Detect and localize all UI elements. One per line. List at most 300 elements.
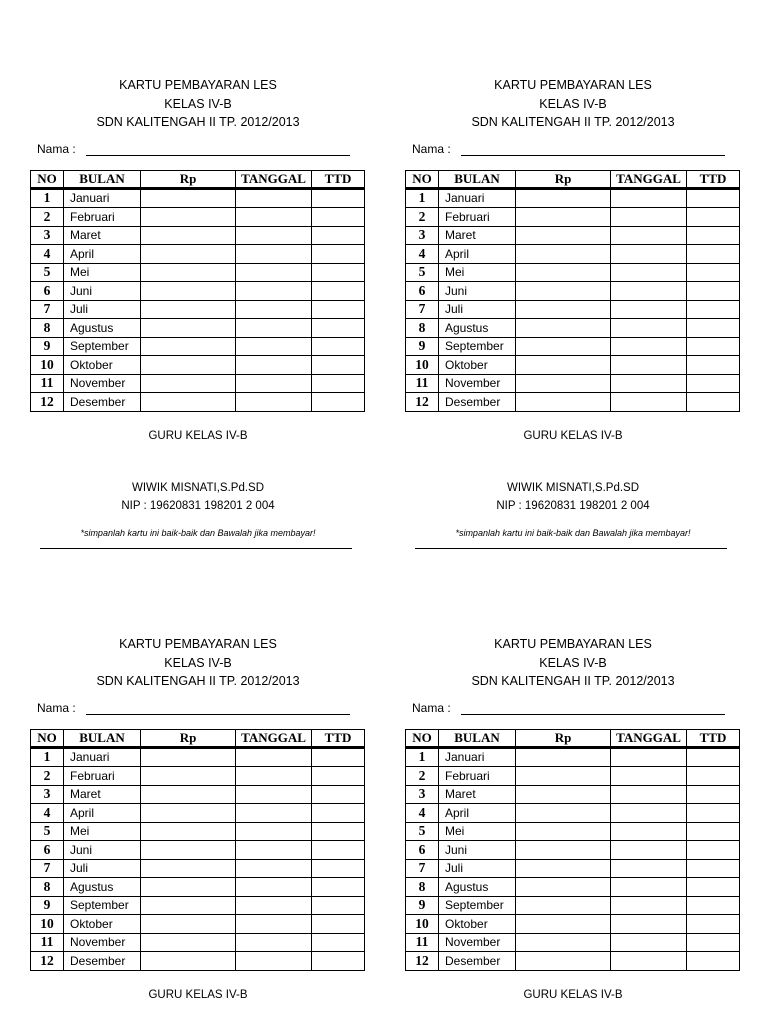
row-month: Mei — [439, 263, 516, 282]
row-date-cell — [236, 859, 312, 878]
row-signature-cell — [312, 245, 365, 264]
table-row — [31, 337, 365, 356]
table-row — [406, 188, 740, 208]
row-month: Juni — [439, 841, 516, 860]
row-signature-cell — [312, 841, 365, 860]
row-month: Juli — [64, 859, 141, 878]
table-row — [406, 263, 740, 282]
header-rp: Rp — [516, 170, 611, 188]
row-date-cell — [236, 393, 312, 412]
row-date-cell — [611, 226, 687, 245]
row-month: September — [64, 337, 141, 356]
row-number: 2 — [406, 208, 439, 227]
teacher-name: WIWIK MISNATI,S.Pd.SD — [506, 481, 640, 494]
card-note: *simpanlah kartu ini baik-baik dan Bawalah jika membayar! — [455, 527, 691, 538]
row-number: 1 — [406, 188, 439, 208]
table-row — [406, 337, 740, 356]
row-month: Desember — [64, 393, 141, 412]
row-amount-cell — [516, 804, 611, 823]
card-title — [30, 76, 366, 132]
row-date-cell — [611, 896, 687, 915]
row-month: April — [64, 804, 141, 823]
row-signature-cell — [312, 282, 365, 301]
table-row — [406, 356, 740, 375]
row-amount-cell — [516, 747, 611, 767]
row-number: 9 — [31, 337, 64, 356]
row-month: Juni — [64, 282, 141, 301]
row-number: 12 — [406, 393, 439, 412]
signature-block — [405, 479, 741, 515]
row-date-cell — [611, 208, 687, 227]
row-amount-cell — [141, 245, 236, 264]
name-fill-line — [461, 155, 725, 156]
row-number: 9 — [406, 337, 439, 356]
card-title-line-3: SDN KALITENGAH II TP. 2012/2013 — [96, 674, 300, 688]
header-tanggal: TANGGAL — [611, 729, 687, 747]
row-amount-cell — [516, 767, 611, 786]
row-signature-cell — [687, 208, 740, 227]
row-month: September — [64, 896, 141, 915]
row-date-cell — [236, 822, 312, 841]
header-tanggal: TANGGAL — [236, 729, 312, 747]
row-month: Februari — [439, 208, 516, 227]
row-signature-cell — [687, 319, 740, 338]
header-tanggal: TANGGAL — [236, 170, 312, 188]
row-month: Maret — [64, 226, 141, 245]
table-row — [31, 300, 365, 319]
table-row — [406, 804, 740, 823]
payment-card-bottom-left — [30, 635, 366, 1001]
row-date-cell — [236, 282, 312, 301]
table-header-row — [406, 729, 740, 747]
payment-card-top-right — [405, 76, 741, 549]
payment-card-bottom-right — [405, 635, 741, 1001]
table-row — [31, 393, 365, 412]
row-month: Januari — [64, 188, 141, 208]
row-number: 3 — [31, 226, 64, 245]
row-number: 7 — [406, 300, 439, 319]
table-row — [31, 952, 365, 971]
table-row — [31, 319, 365, 338]
row-amount-cell — [516, 337, 611, 356]
row-number: 7 — [406, 859, 439, 878]
row-amount-cell — [516, 226, 611, 245]
row-number: 10 — [31, 356, 64, 375]
header-bulan: BULAN — [439, 170, 516, 188]
row-date-cell — [236, 933, 312, 952]
header-bulan: BULAN — [64, 170, 141, 188]
table-row — [406, 767, 740, 786]
row-number: 1 — [406, 747, 439, 767]
row-month: Februari — [439, 767, 516, 786]
row-signature-cell — [312, 356, 365, 375]
row-month: Juli — [439, 300, 516, 319]
row-month: Juli — [64, 300, 141, 319]
card-title — [405, 635, 741, 691]
row-month: Juni — [64, 841, 141, 860]
row-signature-cell — [687, 804, 740, 823]
row-signature-cell — [312, 785, 365, 804]
row-amount-cell — [141, 226, 236, 245]
table-row — [31, 747, 365, 767]
card-title — [30, 635, 366, 691]
row-month: Januari — [64, 747, 141, 767]
row-number: 9 — [31, 896, 64, 915]
row-signature-cell — [687, 878, 740, 897]
row-date-cell — [236, 785, 312, 804]
table-row — [406, 896, 740, 915]
row-month: Februari — [64, 767, 141, 786]
teacher-role: GURU KELAS IV-B — [523, 988, 623, 1001]
row-number: 2 — [406, 767, 439, 786]
table-row — [406, 319, 740, 338]
teacher-role: GURU KELAS IV-B — [148, 988, 248, 1001]
row-date-cell — [611, 374, 687, 393]
row-month: Mei — [64, 822, 141, 841]
row-signature-cell — [687, 356, 740, 375]
teacher-nip: NIP : 19620831 198201 2 004 — [496, 499, 650, 512]
table-header-row — [31, 170, 365, 188]
row-date-cell — [236, 208, 312, 227]
row-date-cell — [236, 804, 312, 823]
row-number: 12 — [31, 952, 64, 971]
header-no: NO — [31, 729, 64, 747]
card-title-line-3: SDN KALITENGAH II TP. 2012/2013 — [471, 115, 675, 129]
card-title-line-2: KELAS IV-B — [539, 96, 607, 111]
row-date-cell — [611, 933, 687, 952]
header-no: NO — [406, 170, 439, 188]
row-signature-cell — [687, 188, 740, 208]
card-title-line-3: SDN KALITENGAH II TP. 2012/2013 — [471, 674, 675, 688]
row-amount-cell — [141, 208, 236, 227]
row-month: Agustus — [439, 878, 516, 897]
table-row — [406, 952, 740, 971]
name-row — [30, 142, 366, 158]
row-month: September — [439, 337, 516, 356]
row-number: 6 — [31, 282, 64, 301]
row-month: Maret — [439, 226, 516, 245]
row-signature-cell — [312, 822, 365, 841]
table-row — [406, 841, 740, 860]
row-month: Oktober — [439, 915, 516, 934]
row-number: 4 — [31, 245, 64, 264]
row-amount-cell — [141, 915, 236, 934]
row-date-cell — [236, 767, 312, 786]
table-row — [406, 226, 740, 245]
header-rp: Rp — [516, 729, 611, 747]
table-row — [31, 263, 365, 282]
table-row — [31, 188, 365, 208]
row-amount-cell — [141, 319, 236, 338]
row-date-cell — [236, 952, 312, 971]
card-title-line-2: KELAS IV-B — [539, 655, 607, 670]
row-signature-cell — [312, 747, 365, 767]
row-month: April — [439, 804, 516, 823]
row-signature-cell — [687, 767, 740, 786]
row-signature-cell — [687, 226, 740, 245]
row-number: 8 — [406, 878, 439, 897]
row-signature-cell — [312, 226, 365, 245]
table-row — [31, 282, 365, 301]
row-amount-cell — [141, 747, 236, 767]
card-title-line-1: KARTU PEMBAYARAN LES — [494, 637, 652, 651]
row-amount-cell — [141, 785, 236, 804]
table-row — [406, 878, 740, 897]
table-row — [31, 374, 365, 393]
row-amount-cell — [516, 356, 611, 375]
row-date-cell — [611, 337, 687, 356]
row-number: 1 — [31, 188, 64, 208]
table-row — [406, 859, 740, 878]
row-date-cell — [611, 393, 687, 412]
row-signature-cell — [312, 263, 365, 282]
row-signature-cell — [687, 859, 740, 878]
row-amount-cell — [141, 896, 236, 915]
header-no: NO — [406, 729, 439, 747]
row-signature-cell — [687, 263, 740, 282]
table-row — [406, 300, 740, 319]
row-signature-cell — [687, 915, 740, 934]
row-date-cell — [236, 915, 312, 934]
row-signature-cell — [687, 393, 740, 412]
row-amount-cell — [516, 208, 611, 227]
row-amount-cell — [516, 319, 611, 338]
row-date-cell — [236, 841, 312, 860]
row-signature-cell — [687, 933, 740, 952]
row-date-cell — [611, 188, 687, 208]
row-number: 10 — [406, 356, 439, 375]
table-row — [406, 282, 740, 301]
row-amount-cell — [516, 393, 611, 412]
row-amount-cell — [141, 356, 236, 375]
row-month: November — [439, 374, 516, 393]
row-signature-cell — [687, 337, 740, 356]
row-number: 11 — [31, 374, 64, 393]
row-amount-cell — [516, 300, 611, 319]
row-number: 3 — [406, 226, 439, 245]
row-date-cell — [236, 747, 312, 767]
row-number: 5 — [406, 822, 439, 841]
row-amount-cell — [141, 933, 236, 952]
row-date-cell — [611, 356, 687, 375]
row-number: 4 — [406, 245, 439, 264]
row-month: September — [439, 896, 516, 915]
card-title-line-2: KELAS IV-B — [164, 655, 232, 670]
table-row — [31, 208, 365, 227]
row-number: 2 — [31, 767, 64, 786]
row-number: 3 — [406, 785, 439, 804]
row-number: 6 — [406, 282, 439, 301]
row-amount-cell — [141, 804, 236, 823]
table-row — [31, 896, 365, 915]
row-date-cell — [236, 245, 312, 264]
cut-line — [40, 548, 352, 549]
row-number: 11 — [406, 933, 439, 952]
row-date-cell — [611, 747, 687, 767]
table-row — [31, 878, 365, 897]
row-date-cell — [236, 878, 312, 897]
row-month: Agustus — [439, 319, 516, 338]
header-rp: Rp — [141, 170, 236, 188]
row-signature-cell — [312, 859, 365, 878]
row-signature-cell — [687, 245, 740, 264]
teacher-role: GURU KELAS IV-B — [148, 429, 248, 442]
header-no: NO — [31, 170, 64, 188]
row-signature-cell — [687, 822, 740, 841]
name-label: Nama : — [37, 141, 76, 156]
table-row — [31, 841, 365, 860]
row-amount-cell — [141, 374, 236, 393]
row-signature-cell — [312, 915, 365, 934]
row-amount-cell — [141, 188, 236, 208]
row-signature-cell — [687, 747, 740, 767]
row-amount-cell — [516, 896, 611, 915]
row-number: 6 — [406, 841, 439, 860]
name-label: Nama : — [412, 700, 451, 715]
row-month: Juli — [439, 859, 516, 878]
row-month: Mei — [439, 822, 516, 841]
row-number: 8 — [31, 878, 64, 897]
row-date-cell — [611, 282, 687, 301]
row-amount-cell — [141, 282, 236, 301]
header-ttd: TTD — [687, 729, 740, 747]
row-signature-cell — [312, 393, 365, 412]
row-date-cell — [236, 300, 312, 319]
payment-table — [405, 170, 740, 412]
row-amount-cell — [141, 300, 236, 319]
row-date-cell — [611, 300, 687, 319]
card-title-line-3: SDN KALITENGAH II TP. 2012/2013 — [96, 115, 300, 129]
table-row — [406, 374, 740, 393]
row-number: 11 — [406, 374, 439, 393]
name-row — [30, 701, 366, 717]
row-month: Agustus — [64, 878, 141, 897]
teacher-nip: NIP : 19620831 198201 2 004 — [121, 499, 275, 512]
name-row — [405, 142, 741, 158]
row-month: Januari — [439, 188, 516, 208]
table-row — [31, 785, 365, 804]
row-date-cell — [611, 245, 687, 264]
row-number: 12 — [406, 952, 439, 971]
table-row — [31, 356, 365, 375]
table-row — [31, 933, 365, 952]
row-amount-cell — [141, 952, 236, 971]
row-signature-cell — [687, 300, 740, 319]
row-date-cell — [236, 896, 312, 915]
row-date-cell — [611, 952, 687, 971]
row-number: 5 — [406, 263, 439, 282]
header-bulan: BULAN — [439, 729, 516, 747]
row-signature-cell — [312, 374, 365, 393]
row-number: 9 — [406, 896, 439, 915]
row-month: Desember — [439, 393, 516, 412]
name-fill-line — [461, 714, 725, 715]
row-number: 5 — [31, 822, 64, 841]
row-number: 7 — [31, 300, 64, 319]
row-number: 12 — [31, 393, 64, 412]
row-signature-cell — [312, 208, 365, 227]
row-date-cell — [611, 804, 687, 823]
table-header-row — [31, 729, 365, 747]
row-number: 5 — [31, 263, 64, 282]
table-body — [406, 188, 740, 411]
row-signature-cell — [312, 319, 365, 338]
table-row — [406, 208, 740, 227]
name-label: Nama : — [37, 700, 76, 715]
row-amount-cell — [516, 374, 611, 393]
row-signature-cell — [312, 804, 365, 823]
table-body — [31, 188, 365, 411]
row-amount-cell — [141, 767, 236, 786]
table-row — [406, 915, 740, 934]
row-date-cell — [236, 319, 312, 338]
table-row — [31, 822, 365, 841]
card-title-line-2: KELAS IV-B — [164, 96, 232, 111]
row-signature-cell — [312, 337, 365, 356]
table-row — [406, 933, 740, 952]
row-date-cell — [236, 356, 312, 375]
row-number: 4 — [31, 804, 64, 823]
row-month: April — [439, 245, 516, 264]
row-signature-cell — [312, 933, 365, 952]
table-body — [31, 747, 365, 970]
row-month: Maret — [439, 785, 516, 804]
table-row — [31, 767, 365, 786]
row-date-cell — [236, 374, 312, 393]
row-month: Desember — [439, 952, 516, 971]
header-ttd: TTD — [312, 729, 365, 747]
row-amount-cell — [516, 933, 611, 952]
row-number: 11 — [31, 933, 64, 952]
header-ttd: TTD — [687, 170, 740, 188]
teacher-name: WIWIK MISNATI,S.Pd.SD — [131, 481, 265, 494]
row-number: 4 — [406, 804, 439, 823]
row-date-cell — [611, 915, 687, 934]
row-amount-cell — [141, 859, 236, 878]
name-fill-line — [86, 155, 350, 156]
header-bulan: BULAN — [64, 729, 141, 747]
row-signature-cell — [687, 374, 740, 393]
card-note: *simpanlah kartu ini baik-baik dan Bawalah jika membayar! — [80, 527, 316, 538]
name-fill-line — [86, 714, 350, 715]
payment-table — [405, 729, 740, 971]
table-row — [31, 859, 365, 878]
card-title-line-1: KARTU PEMBAYARAN LES — [494, 78, 652, 92]
row-signature-cell — [312, 188, 365, 208]
row-number: 6 — [31, 841, 64, 860]
table-row — [406, 393, 740, 412]
row-number: 2 — [31, 208, 64, 227]
row-signature-cell — [687, 841, 740, 860]
row-signature-cell — [312, 896, 365, 915]
payment-table — [30, 170, 365, 412]
row-number: 8 — [406, 319, 439, 338]
row-date-cell — [236, 188, 312, 208]
row-amount-cell — [516, 822, 611, 841]
row-amount-cell — [141, 878, 236, 897]
row-date-cell — [611, 263, 687, 282]
row-amount-cell — [516, 785, 611, 804]
row-amount-cell — [141, 263, 236, 282]
row-month: November — [64, 933, 141, 952]
row-number: 1 — [31, 747, 64, 767]
table-body — [406, 747, 740, 970]
row-amount-cell — [516, 915, 611, 934]
row-amount-cell — [516, 245, 611, 264]
name-row — [405, 701, 741, 717]
row-month: Agustus — [64, 319, 141, 338]
row-signature-cell — [687, 785, 740, 804]
